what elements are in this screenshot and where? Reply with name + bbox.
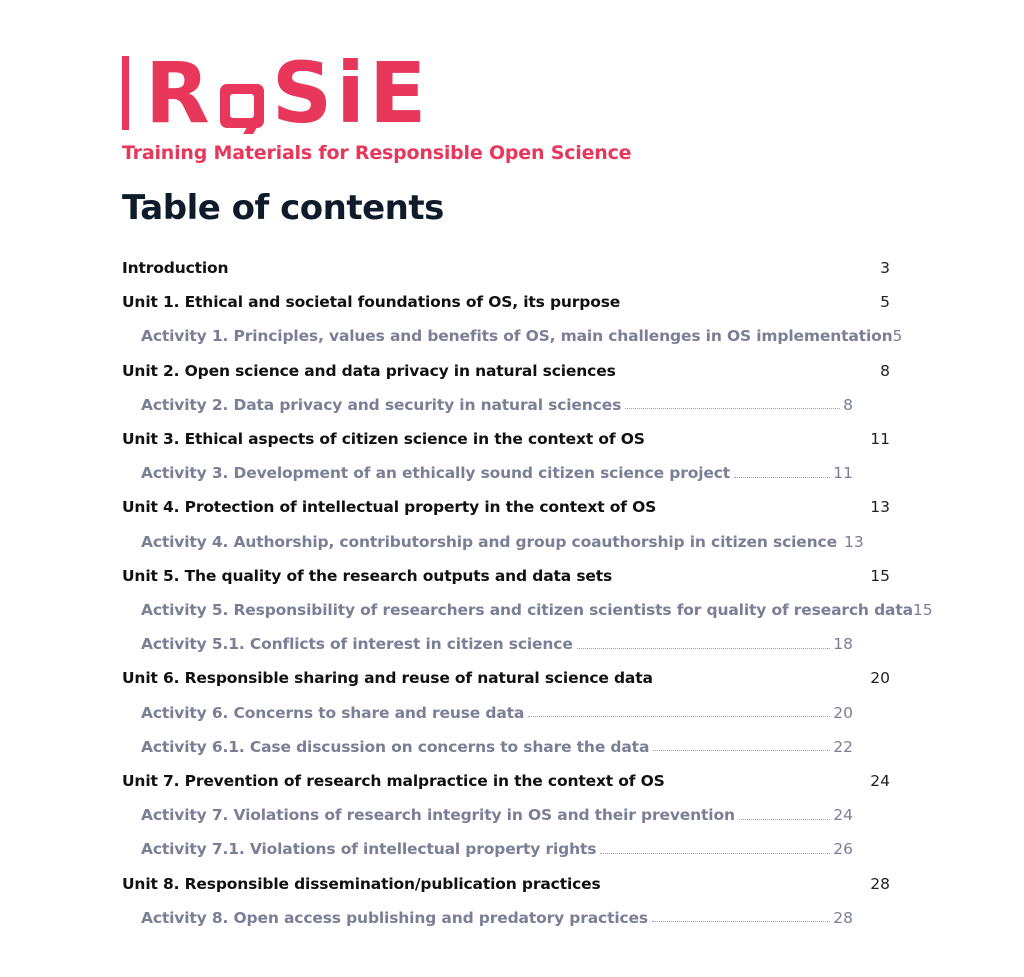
tagline: Training Materials for Responsible Open Science [122,142,632,164]
speech-bubble-icon [216,74,270,130]
toc-entry-label: Activity 6.1. Case discussion on concerns to share the data [141,737,650,756]
toc-leader-dots [600,853,830,854]
toc-unit-entry[interactable] [122,358,890,384]
toc-entry-label: Unit 7. Prevention of research malpractice in the context of OS [122,772,665,790]
toc-leader-dots [734,477,830,478]
toc-entry-label: Activity 7. Violations of research integrity in OS and their prevention [141,806,735,825]
toc-page-number: 20 [833,703,853,722]
toc-page-number: 5 [880,293,890,312]
toc-page-number: 26 [833,840,853,859]
toc-page-number: 28 [833,908,853,927]
toc-entry-label: Activity 3. Development of an ethically sound citizen science project [141,464,731,483]
toc-entry-label: Activity 1. Principles, values and benefits of OS, main challenges in OS implementation [141,327,893,346]
toc-activity-entry[interactable] [141,700,853,726]
toc-entry-label: Unit 8. Responsible dissemination/publication practices [122,874,601,893]
toc-activity-entry[interactable] [141,529,864,555]
toc-unit-entry[interactable] [122,871,890,897]
toc-activity-entry[interactable] [141,631,853,657]
toc-activity-entry[interactable] [141,392,853,418]
toc-page-number: 13 [843,532,864,551]
toc-page-number: 8 [843,395,853,414]
logo-letters-sie: SiE [271,44,431,142]
toc-entry-label: Unit 3. Ethical aspects of citizen science in the context of OS [122,430,645,448]
logo-bar [122,56,129,130]
toc-page-number: 15 [912,601,933,619]
toc-unit-entry[interactable] [122,665,890,691]
toc-entry-label: Unit 5. The quality of the research outputs and data sets [122,566,613,585]
toc-leader-dots [739,819,830,820]
toc-unit-entry[interactable] [122,494,890,520]
toc-activity-entry[interactable] [141,597,933,623]
toc-activity-entry[interactable] [141,802,853,828]
toc-entry-label: Activity 5.1. Conflicts of interest in citizen science [141,635,573,654]
toc-activity-entry[interactable] [141,836,853,862]
toc-unit-entry[interactable] [122,768,890,794]
toc-page-number: 13 [870,498,890,517]
toc-entry-label: Unit 2. Open science and data privacy in natural sciences [122,361,616,380]
toc-page-number: 24 [870,772,890,790]
toc-page-number: 18 [833,635,853,654]
toc-page-number: 20 [870,669,890,688]
toc-activity-entry[interactable] [141,460,853,486]
toc-entry-label: Introduction [122,259,229,277]
toc-page-number: 22 [833,737,853,756]
toc-entry-label: Activity 4. Authorship, contributorship and group coauthorship in citizen science [141,532,837,551]
toc-page-number: 5 [892,327,903,346]
toc-activity-entry[interactable] [141,734,853,760]
toc-page-number: 15 [870,566,890,585]
toc-page-number: 11 [870,430,890,448]
toc-page-number: 28 [870,874,890,893]
toc-leader-dots [577,648,831,649]
toc-leader-dots [652,921,830,922]
toc-unit-entry[interactable] [122,426,890,452]
toc-activity-entry[interactable] [141,905,853,931]
toc-entry-label: Activity 7.1. Violations of intellectual property rights [141,840,597,859]
rosie-logo [122,44,431,142]
logo-text [145,44,431,142]
toc-unit-entry[interactable] [122,289,890,315]
toc-activity-entry[interactable] [141,323,903,349]
toc-leader-dots [653,750,830,751]
toc-entry-label: Activity 6. Concerns to share and reuse data [141,703,525,722]
toc-page-number: 8 [880,361,890,380]
toc-entry-label: Activity 2. Data privacy and security in natural sciences [141,395,622,414]
toc-page-number: 3 [880,259,890,277]
toc-entry-label: Activity 8. Open access publishing and predatory practices [141,908,648,927]
toc-entry-label: Unit 6. Responsible sharing and reuse of natural science data [122,669,653,688]
toc-entry-label: Unit 4. Protection of intellectual property in the context of OS [122,498,657,517]
page-title: Table of contents [122,188,444,228]
toc-unit-entry[interactable] [122,563,890,589]
toc-page-number: 24 [833,806,853,825]
toc-page-number: 11 [833,464,853,483]
toc-leader-dots [625,408,840,409]
toc-entry-label: Activity 5. Responsibility of researchers and citizen scientists for quality of research data [141,601,913,619]
logo-letter-r: R [145,44,214,142]
toc-leader-dots [528,716,830,717]
toc-entry-label: Unit 1. Ethical and societal foundations of OS, its purpose [122,293,621,312]
toc-unit-entry[interactable] [122,255,890,281]
